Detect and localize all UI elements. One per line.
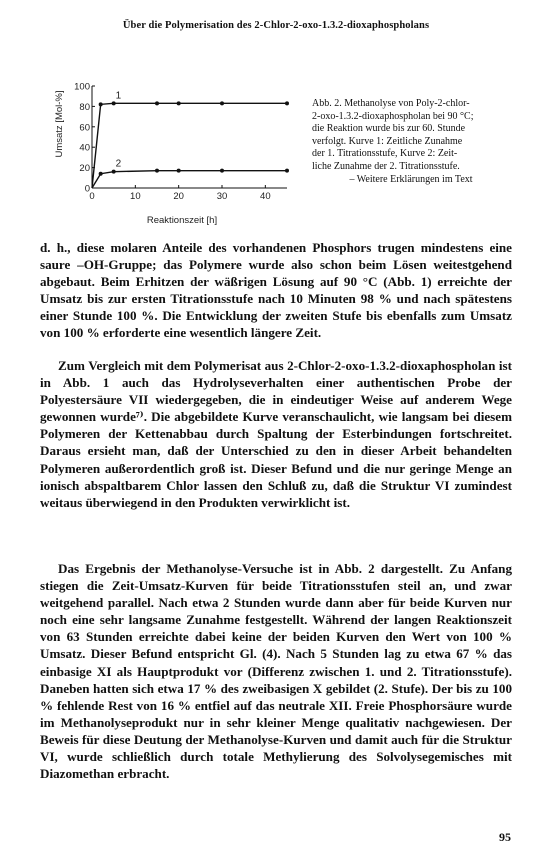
y-tick-label: 20 (79, 163, 90, 175)
y-tick-label: 60 (79, 122, 90, 134)
caption-line: der 1. Titrationsstufe, Kurve 2: Zeit- (312, 148, 458, 160)
series-2-point (155, 169, 159, 173)
series-2-point (220, 169, 224, 173)
x-tick-label: 0 (89, 191, 95, 202)
caption-line: – Weitere Erklärungen im Text (349, 173, 473, 185)
y-tick-label: 40 (79, 142, 90, 154)
caption-line: liche Zunahme der 2. Titrationsstufe. (312, 160, 460, 172)
y-axis-label: Umsatz [Mol-%] (54, 90, 65, 158)
running-title: Über die Polymerisation des 2-Chlor-2-oxo-1.3.2-dioxaphospholans (122, 20, 430, 31)
y-tick-label: 100 (74, 81, 90, 93)
caption-line: die Reaktion wurde bis zur 60. Stunde (312, 123, 466, 135)
body-text-block-3 (40, 560, 512, 782)
series-1-point (99, 102, 103, 106)
caption-line: verfolgt. Kurve 1: Zeitliche Zunahme (312, 135, 463, 147)
body-text-block-2 (40, 357, 512, 511)
chart-axes (74, 82, 287, 203)
series-1-line (92, 103, 287, 188)
series-1-point (285, 101, 289, 105)
series-1-point (112, 101, 116, 105)
methanolysis-chart (52, 76, 292, 231)
page-number: 95 (499, 830, 511, 844)
paragraph: Das Ergebnis der Methanolyse-Versuche ist in Abb. 2 dargestellt. Zu Anfang stiegen die Zeit-Umsatz-Kurven für beide Titrationsstufen steil an, und zwar weitgehend parallel. Nach etwa 2 Stunden wurde dann aber für beide Kurven nur noch eine sehr langsame Zunahme festgestellt. Während der langen Reaktionszeit von 63 Stunden erreichte dabei keine der beiden Kurven den Wert von 100 % Umsatz. Dieser Befund entspricht Gl. (4). Nach 5 Stunden lag zu etwa 67 % das einbasige XI als Hauptprodukt vor (Differenz zwischen 1. und 2. Titrationsstufe). Daneben hatten sich etwa 17 % des zweibasigen X gebildet (2. Stufe). Der bis zu 100 % fehlende Rest von 16 % entfiel auf das neutrale XII. Freie Phosphorsäure wurde im Methanolyseprodukt nur in sehr kleiner Menge qualitativ nachgewiesen. Der Beweis für diese Deutung der Methanolyse-Kurven und damit auch für die Struktur VI, wurde schließlich durch totale Methylierung des Solvolysegemisches mit Diazomethan erbracht. (40, 561, 512, 782)
series-1-label: 1 (115, 90, 122, 102)
y-tick-label: 80 (79, 101, 90, 113)
y-tick-label: 0 (84, 183, 90, 195)
x-tick-label: 30 (216, 191, 228, 202)
x-tick-label: 40 (260, 191, 271, 202)
x-axis-label: Reaktionszeit [h] (146, 215, 218, 226)
series-1-point (155, 101, 159, 105)
series-2-point (99, 172, 103, 176)
caption-line: Abb. 2. Methanolyse von Poly-2-chlor- (312, 98, 470, 109)
chart-series (92, 90, 289, 188)
paragraph: d. h., diese molaren Anteile des vorhandenen Phosphors trugen mindestens eine saure –OH-Gruppe; das Polymere wurde also schon beim Lösen weitestgehend abgebaut. Beim Erhitzen der wäßrigen Lösung auf 90 °C (Abb. 1) erreichte der Umsatz bis zur ersten Titrationsstufe nach 10 Minuten 98 % und nach spätestens einer Stunde 100 %. Die Entwicklung der zweiten Stufe bis ebenfalls zum Umsatz von 100 % erforderte eine wesentlich längere Zeit. (40, 240, 512, 341)
series-1-point (220, 101, 224, 105)
figure-caption (312, 98, 510, 186)
series-2-point (177, 169, 181, 173)
body-text-block-1 (40, 239, 512, 342)
series-2-label: 2 (115, 158, 122, 170)
chart-svg (52, 76, 292, 231)
x-tick-label: 10 (130, 191, 141, 202)
caption-line: 2-oxo-1.3.2-dioxaphospholan bei 90 °C; (312, 110, 474, 122)
series-2-point (285, 169, 289, 173)
series-1-point (177, 101, 181, 105)
series-2-point (112, 170, 116, 174)
x-tick-label: 20 (173, 191, 184, 202)
paragraph: Zum Vergleich mit dem Polymerisat aus 2-Chlor-2-oxo-1.3.2-dioxaphospholan ist in Abb. 1 auch das Hydrolyseverhalten einer authentischen Probe der Polyestersäure VII wiedergegeben, die in eindeutiger Weise auf anderem Wege gewonnen wurde⁷⁾. Die abgebildete Kurve veranschaulicht, wie langsam bei diesem Polymeren der Kettenabbau durch Spaltung der Esterbindungen fortschreitet. Daraus ersieht man, daß der Unterschied zu den in dieser Arbeit behandelten Polymeren außerordentlich groß ist. Dieser Befund und die nur geringe Menge an ionisch abspaltbarem Chlor lassen den Schluß zu, daß die Struktur VI zumindest weitaus überwiegend in den Produkten verwirklicht ist. (40, 358, 512, 510)
series-2-line (92, 171, 287, 188)
